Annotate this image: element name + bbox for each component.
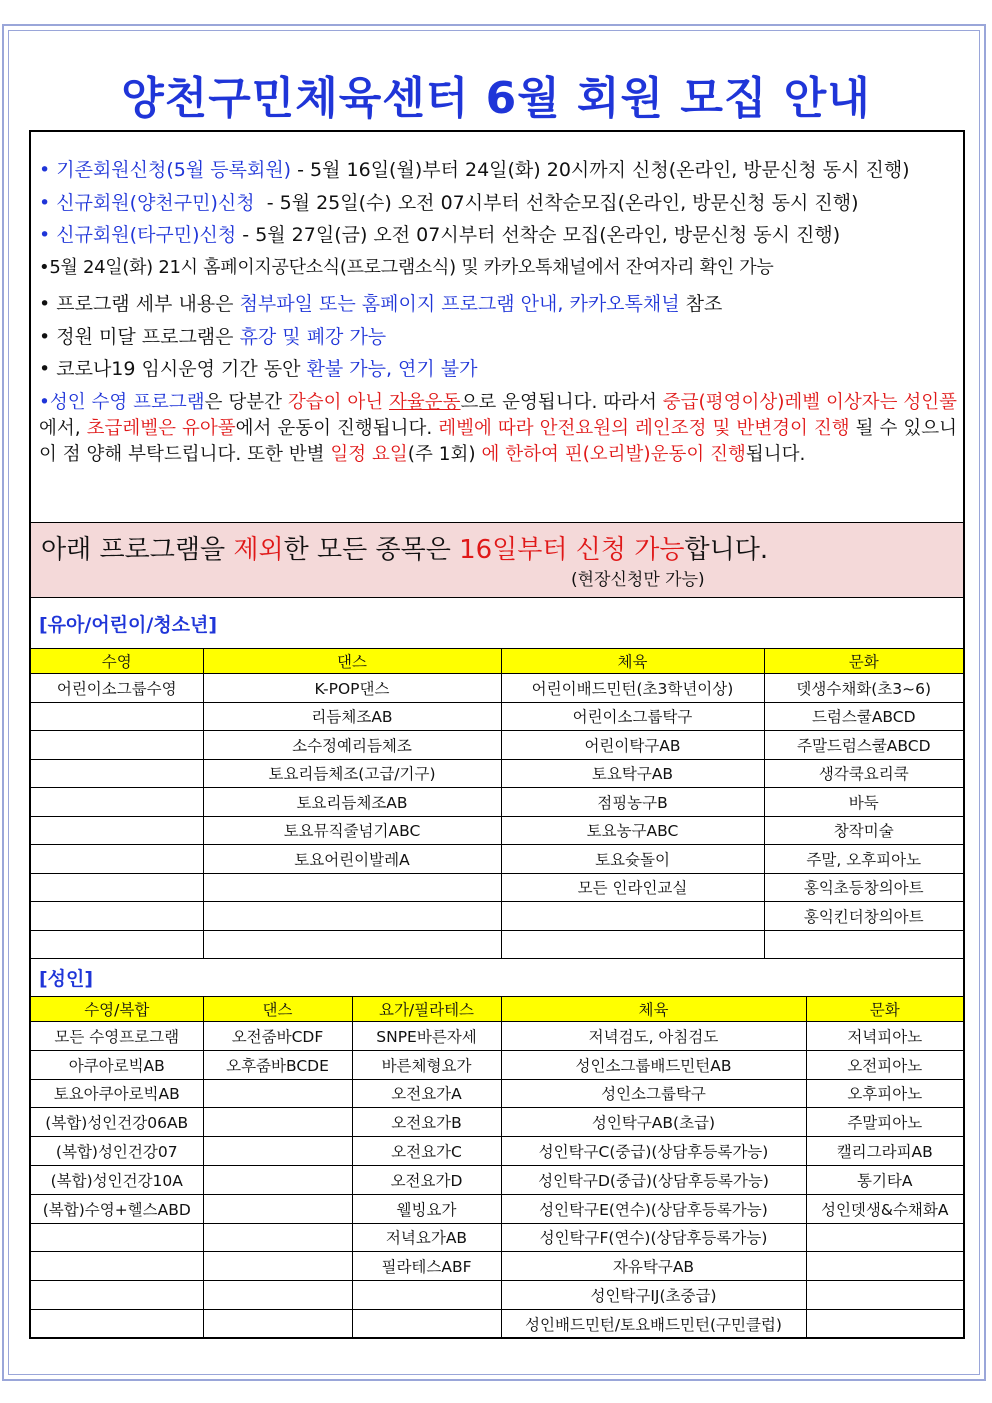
table-cell xyxy=(203,1223,352,1252)
para-red-text: 일정 요일 xyxy=(330,443,408,465)
table-cell: (복합)성인건강06AB xyxy=(31,1108,203,1137)
table-cell: 성인배드민턴/토요배드민턴(구민클럽) xyxy=(501,1309,806,1338)
table-cell: 토요어린이발레A xyxy=(203,845,501,874)
table-row xyxy=(31,845,963,874)
para-text: 으로 운영됩니다. 따라서 xyxy=(460,391,663,413)
notice-new-others xyxy=(39,219,957,252)
notice-refund-highlight: 환불 가능, 연기 불가 xyxy=(306,358,478,380)
table-cell: 토요슛돌이 xyxy=(501,845,764,874)
table-cell xyxy=(806,1309,963,1338)
table-row xyxy=(31,1137,963,1166)
notice-existing-detail: - 5월 16일(월)부터 24일(화) 20시까지 신청(온라인, 방문신청 동시 진행) xyxy=(291,159,910,181)
table-row xyxy=(31,731,963,760)
table-cell: 바둑 xyxy=(764,788,963,817)
table-cell: 성인탁구E(연수)(상담후등록가능) xyxy=(501,1194,806,1223)
table-cell: 캘리그라피AB xyxy=(806,1137,963,1166)
table-cell: 생각쿡요리쿡 xyxy=(764,759,963,788)
adult-table-body xyxy=(31,1022,963,1339)
para-red-text: 중급(평영이상)레벨 이상자는 성인풀 xyxy=(662,391,958,413)
table-cell xyxy=(806,1223,963,1252)
table-row xyxy=(31,1223,963,1252)
table-cell xyxy=(203,1165,352,1194)
table-row xyxy=(31,788,963,817)
table-row xyxy=(31,702,963,731)
table-cell xyxy=(501,902,764,931)
table-cell xyxy=(203,930,501,959)
table-cell xyxy=(31,731,203,760)
table-cell: 성인소그룹탁구 xyxy=(501,1079,806,1108)
youth-program-table xyxy=(31,648,963,959)
table-cell xyxy=(352,1309,501,1338)
table-row xyxy=(31,1022,963,1051)
table-cell: 성인뎃생&수채화A xyxy=(806,1194,963,1223)
table-cell: 토요뮤직줄넘기ABC xyxy=(203,816,501,845)
table-cell: 리듬체조AB xyxy=(203,702,501,731)
notice-details-prefix: • 프로그램 세부 내용은 xyxy=(39,293,240,315)
table-cell xyxy=(31,902,203,931)
table-row xyxy=(31,902,963,931)
table-cell: 아쿠아로빅AB xyxy=(31,1050,203,1079)
notice-new-others-detail: - 5월 27일(금) 오전 07시부터 선착순 모집(온라인, 방문신청 동시 진행) xyxy=(236,224,841,246)
column-header: 체육 xyxy=(501,649,764,674)
banner-onsite-note: (현장신청만 가능) xyxy=(571,570,705,590)
table-cell xyxy=(31,759,203,788)
table-cell xyxy=(203,902,501,931)
table-cell: 토요아쿠아로빅AB xyxy=(31,1079,203,1108)
table-cell: 저녁피아노 xyxy=(806,1022,963,1051)
table-row xyxy=(31,1281,963,1310)
table-cell: 오후줌바BCDE xyxy=(203,1050,352,1079)
bullet: • xyxy=(39,391,50,413)
table-cell: 어린이소그룹탁구 xyxy=(501,702,764,731)
table-cell: 홍익킨더창의아트 xyxy=(764,902,963,931)
table-cell xyxy=(203,1252,352,1281)
table-cell: 통기타A xyxy=(806,1165,963,1194)
swim-program-label: 성인 수영 프로그램 xyxy=(49,391,205,413)
notice-program-details xyxy=(39,288,957,321)
notice-remaining-seats: •5월 24일(화) 21시 홈페이지공단소식(프로그램소식) 및 카카오톡채널에서 잔여자리 확인 가능 xyxy=(39,256,774,278)
table-row xyxy=(31,674,963,703)
notice-refund xyxy=(39,353,957,386)
page-title: 양천구민체육센터 6월 회원 모집 안내 xyxy=(121,73,871,124)
table-cell xyxy=(203,1137,352,1166)
notice-existing-label: • 기존회원신청(5월 등록회원) xyxy=(39,159,292,181)
banner-text: 합니다. xyxy=(684,535,769,565)
table-cell: (복합)성인건강10A xyxy=(31,1165,203,1194)
table-row xyxy=(31,1079,963,1108)
table-cell xyxy=(31,845,203,874)
table-cell xyxy=(31,1281,203,1310)
table-cell: 토요탁구AB xyxy=(501,759,764,788)
table-cell xyxy=(203,1079,352,1108)
table-cell: 성인탁구IJ(초중급) xyxy=(501,1281,806,1310)
table-cell: 오전줌바CDF xyxy=(203,1022,352,1051)
notice-details-suffix: 참조 xyxy=(679,293,723,315)
youth-header-row xyxy=(31,649,963,674)
table-cell: 어린이배드민턴(초3학년이상) xyxy=(501,674,764,703)
column-header: 수영 xyxy=(31,649,203,674)
table-cell xyxy=(203,1309,352,1338)
table-cell xyxy=(31,816,203,845)
table-cell: 어린이탁구AB xyxy=(501,731,764,760)
table-cell: 토요리듬체조AB xyxy=(203,788,501,817)
column-header: 댄스 xyxy=(203,997,352,1022)
youth-table-body xyxy=(31,674,963,959)
table-cell: 저녁검도, 아침검도 xyxy=(501,1022,806,1051)
table-cell: 오후피아노 xyxy=(806,1079,963,1108)
table-cell xyxy=(31,1252,203,1281)
table-cell xyxy=(31,1223,203,1252)
table-cell: 오전요가B xyxy=(352,1108,501,1137)
column-header: 문화 xyxy=(764,649,963,674)
table-cell: (복합)수영+헬스ABD xyxy=(31,1194,203,1223)
banner-excluded: 제외 xyxy=(233,535,284,565)
table-cell: K-POP댄스 xyxy=(203,674,501,703)
table-row xyxy=(31,1309,963,1338)
table-cell: 홍익초등창의아트 xyxy=(764,873,963,902)
para-text: 은 당분간 xyxy=(204,391,288,413)
application-banner xyxy=(31,522,963,598)
notice-swim-paragraph xyxy=(39,390,957,468)
notice-details-source: 첨부파일 또는 홈페이지 프로그램 안내, 카카오톡채널 xyxy=(239,293,680,315)
table-row xyxy=(31,930,963,959)
table-cell xyxy=(203,1108,352,1137)
table-cell: 뎃생수채화(초3~6) xyxy=(764,674,963,703)
notice-cancellation xyxy=(39,321,957,354)
table-cell xyxy=(203,873,501,902)
table-cell: 성인소그룹배드민턴AB xyxy=(501,1050,806,1079)
notice-new-others-label: • 신규회원(타구민)신청 xyxy=(39,224,237,246)
table-cell xyxy=(203,1194,352,1223)
column-header: 체육 xyxy=(501,997,806,1022)
para-text: 될 수 있으니 이 점 양해 부탁드립니다. 또한 반별 xyxy=(39,417,957,465)
table-cell xyxy=(501,930,764,959)
para-red-text: 에 한하여 핀(오리발)운동이 진행 xyxy=(481,443,746,465)
notice-new-residents-label: • 신규회원(양천구민)신청 xyxy=(39,191,255,214)
para-red-text: 강습이 아닌 xyxy=(287,391,390,413)
table-cell xyxy=(31,702,203,731)
table-cell xyxy=(31,1309,203,1338)
table-cell xyxy=(352,1281,501,1310)
notice-refund-prefix: • 코로나19 임시운영 기간 동안 xyxy=(39,358,307,380)
notice-new-residents-detail: - 5월 25일(수) 오전 07시부터 선착순모집(온라인, 방문신청 동시 진행) xyxy=(254,191,859,214)
table-cell: 오전피아노 xyxy=(806,1050,963,1079)
table-cell: 오전요가D xyxy=(352,1165,501,1194)
notice-cancellation-prefix: • 정원 미달 프로그램은 xyxy=(39,325,240,348)
table-cell xyxy=(806,1281,963,1310)
para-text: (주 1회) xyxy=(407,443,482,465)
banner-date-highlight: 16일부터 신청 가능 xyxy=(459,535,685,565)
table-cell xyxy=(31,873,203,902)
table-cell: 자유탁구AB xyxy=(501,1252,806,1281)
adult-header-row xyxy=(31,997,963,1022)
table-cell: 주말드럼스쿨ABCD xyxy=(764,731,963,760)
para-text: 에서 운동이 진행됩니다. xyxy=(235,417,439,439)
table-cell: 주말피아노 xyxy=(806,1108,963,1137)
table-row xyxy=(31,1050,963,1079)
table-cell: 토요농구ABC xyxy=(501,816,764,845)
table-cell: 바른체형요가 xyxy=(352,1050,501,1079)
table-cell: 성인탁구AB(초급) xyxy=(501,1108,806,1137)
table-cell: 창작미술 xyxy=(764,816,963,845)
notice-list xyxy=(39,154,957,468)
content-box xyxy=(29,130,965,1339)
table-cell: 모든 수영프로그램 xyxy=(31,1022,203,1051)
para-red-text: 레벨에 따라 안전요원의 레인조정 및 반변경이 진행 xyxy=(438,417,850,439)
column-header: 수영/복합 xyxy=(31,997,203,1022)
table-row xyxy=(31,759,963,788)
para-text: 에서, xyxy=(39,417,87,439)
table-cell xyxy=(806,1252,963,1281)
notice-new-residents xyxy=(39,187,957,220)
table-cell: 소수정예리듬체조 xyxy=(203,731,501,760)
table-row xyxy=(31,1194,963,1223)
table-cell: 오전요가A xyxy=(352,1079,501,1108)
section-title-youth: [유아/어린이/청소년] xyxy=(39,614,218,636)
table-cell: 성인탁구F(연수)(상담후등록가능) xyxy=(501,1223,806,1252)
table-cell: 오전요가C xyxy=(352,1137,501,1166)
banner-main-text xyxy=(41,529,768,566)
table-cell: 점핑농구B xyxy=(501,788,764,817)
notice-cancellation-highlight: 휴강 및 폐강 가능 xyxy=(239,325,387,348)
table-cell xyxy=(31,930,203,959)
para-text: 됩니다. xyxy=(745,443,806,465)
table-row xyxy=(31,873,963,902)
para-red-text: 초급레벨은 유아풀 xyxy=(86,417,236,439)
banner-text: 한 모든 종목은 xyxy=(283,535,460,565)
table-cell: 토요리듬체조(고급/기구) xyxy=(203,759,501,788)
column-header: 문화 xyxy=(806,997,963,1022)
table-cell: 드럼스쿨ABCD xyxy=(764,702,963,731)
table-row xyxy=(31,1252,963,1281)
banner-text: 아래 프로그램을 xyxy=(41,535,234,565)
table-cell: 웰빙요가 xyxy=(352,1194,501,1223)
table-cell: 모든 인라인교실 xyxy=(501,873,764,902)
table-cell xyxy=(203,1281,352,1310)
table-row xyxy=(31,816,963,845)
para-underlined-text: 자율운동 xyxy=(389,391,461,413)
table-cell: 성인탁구C(중급)(상담후등록가능) xyxy=(501,1137,806,1166)
table-cell: SNPE바른자세 xyxy=(352,1022,501,1051)
table-row xyxy=(31,1165,963,1194)
adult-program-table xyxy=(31,996,963,1339)
table-cell xyxy=(31,788,203,817)
table-cell: 어린이소그룹수영 xyxy=(31,674,203,703)
table-cell: 성인탁구D(중급)(상담후등록가능) xyxy=(501,1165,806,1194)
section-title-adult: [성인] xyxy=(39,968,94,990)
table-cell: (복합)성인건강07 xyxy=(31,1137,203,1166)
table-row xyxy=(31,1108,963,1137)
table-cell: 저녁요가AB xyxy=(352,1223,501,1252)
table-cell: 주말, 오후피아노 xyxy=(764,845,963,874)
table-cell xyxy=(764,930,963,959)
column-header: 요가/필라테스 xyxy=(352,997,501,1022)
column-header: 댄스 xyxy=(203,649,501,674)
notice-existing-members xyxy=(39,154,957,187)
table-cell: 필라테스ABF xyxy=(352,1252,501,1281)
